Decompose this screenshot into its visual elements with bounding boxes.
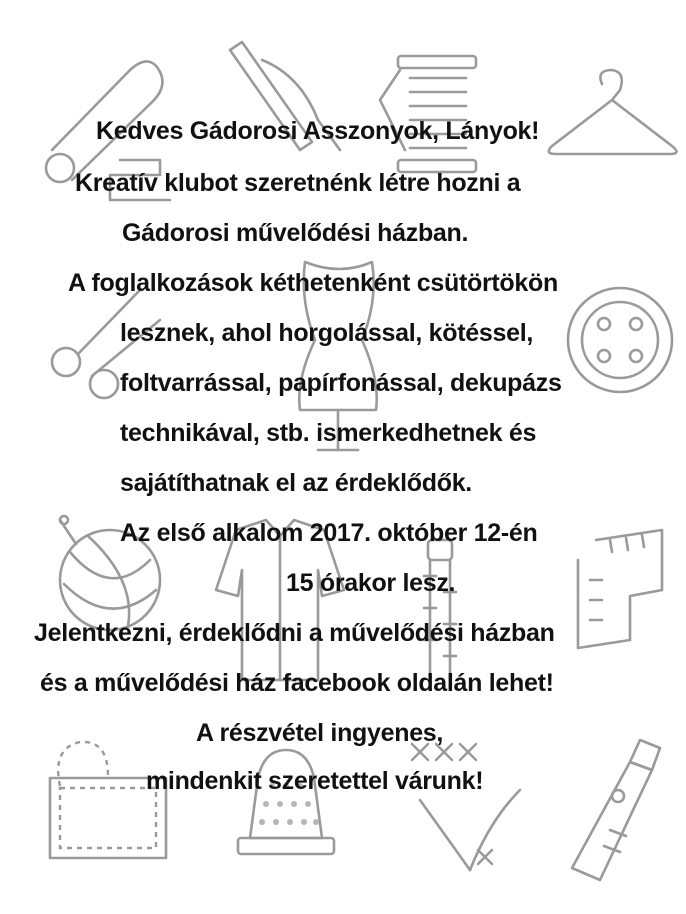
text-line: és a művelődési ház facebook oldalán lehet!	[40, 669, 554, 697]
greeting-line: Kedves Gádorosi Asszonyok, Lányok!	[96, 117, 540, 145]
event-time-line: 15 órakor lesz.	[286, 569, 456, 597]
closing-line: mindenkit szeretettel várunk!	[146, 767, 484, 795]
text-line: Gádorosi művelődési házban.	[122, 219, 469, 247]
text-line: Kreatív klubot szeretnénk létre hozni a	[75, 169, 521, 197]
text-line: A részvétel ingyenes,	[196, 719, 444, 747]
text-line: A foglalkozások kéthetenként csütörtökön	[68, 269, 558, 297]
text-line: Jelentkezni, érdeklődni a művelődési házban	[34, 619, 555, 647]
event-date-line: Az első alkalom 2017. október 12-én	[120, 519, 538, 547]
text-line: lesznek, ahol horgolással, kötéssel,	[120, 319, 533, 347]
text-line: sajátíthatnak el az érdeklődők.	[120, 469, 472, 497]
text-line: foltvarrással, papírfonással, dekupázs	[120, 369, 562, 397]
text-line: technikával, stb. ismerkedhetnek és	[120, 419, 537, 447]
